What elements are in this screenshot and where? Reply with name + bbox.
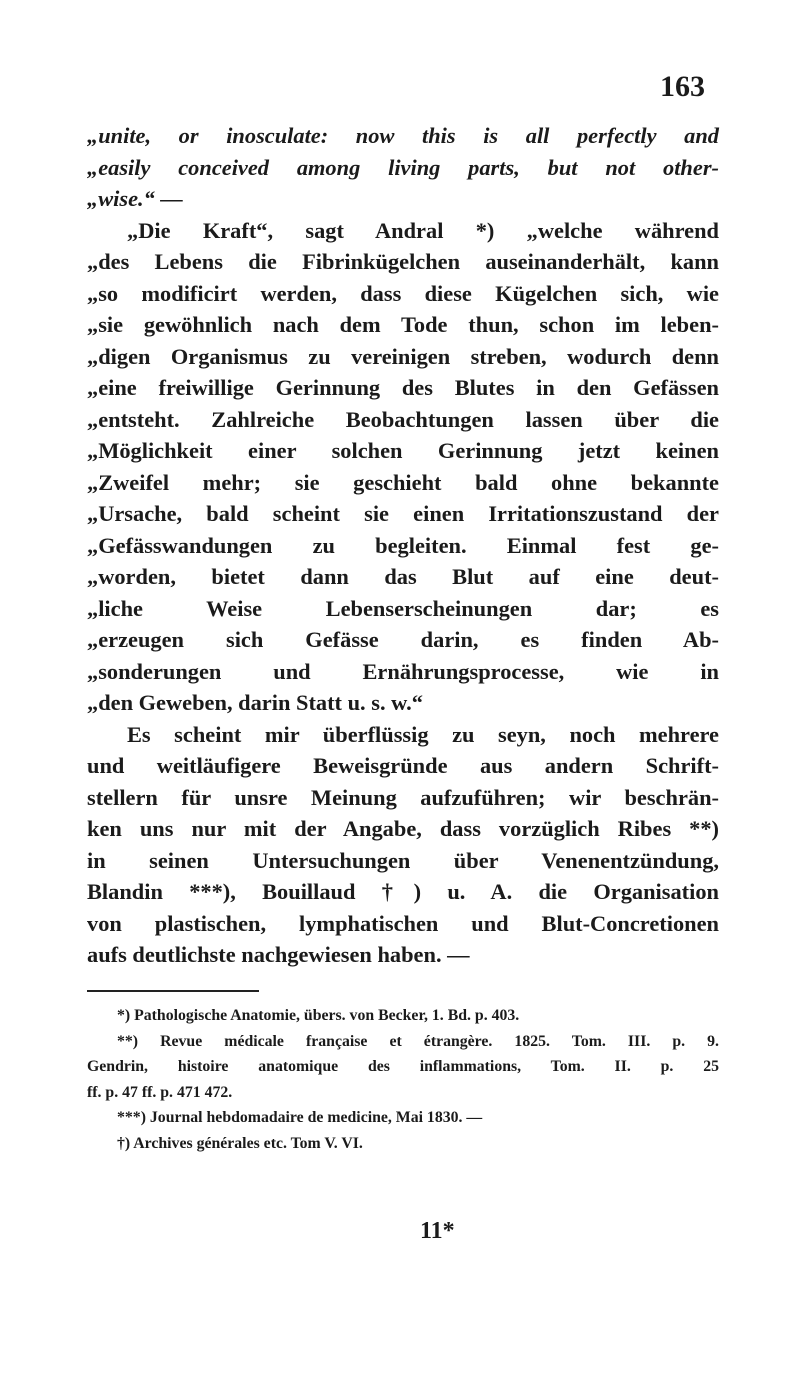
footnote-line: ***) Journal hebdomadaire de medicine, Mai 1830. — [117,1109,483,1126]
text-line: „wise.“ — [87,186,183,211]
text-line: Es scheint mir überflüssig zu seyn, noch mehrere [127,721,719,747]
text-line: „erzeugen sich Gefässe darin, es finden Ab- [87,627,719,652]
text-line: „entsteht. Zahlreiche Beobachtungen lassen über die [87,406,719,432]
text-line: von plastischen, lymphatischen und Blut-Concretionen [87,910,719,936]
footnote-line: **) Revue médicale française et étrangère. 1825. Tom. III. p. 9. [117,1032,719,1050]
text-line: und weitläufigere Beweisgründe aus andern Schrift- [87,753,719,778]
text-line: in seinen Untersuchungen über Venenentzündung, [87,847,719,873]
text-line: „Ursache, bald scheint sie einen Irritationszustand der [87,501,719,526]
text-line: „Die Kraft“, sagt Andral *) „welche während [127,217,719,243]
text-line: „digen Organismus zu vereinigen streben, wodurch denn [87,343,719,369]
text-line: stellern für unsre Meinung aufzuführen; wir beschrän- [87,784,719,810]
footnote-divider [87,990,259,992]
text-line: „Zweifel mehr; sie geschieht bald ohne bekannte [87,469,719,495]
text-line: „so modificirt werden, dass diese Kügelchen sich, wie [87,280,719,306]
text-line: „Gefässwandungen zu begleiten. Einmal fest ge- [87,532,719,558]
footnote-line: Gendrin, histoire anatomique des inflammations, Tom. II. p. 25 [87,1058,719,1075]
text-line: „eine freiwillige Gerinnung des Blutes in den Gefässen [87,375,719,400]
footnotes [87,1003,719,1156]
text-line: aufs deutlichste nachgewiesen haben. — [87,942,470,967]
footnote-line: *) Pathologische Anatomie, übers. von Becker, 1. Bd. p. 403. [117,1007,520,1024]
page-number: 163 [660,70,705,103]
text-line: ken uns nur mit der Angabe, dass vorzüglich Ribes **) [87,816,719,841]
footnote-line: ff. p. 47 ff. p. 471 472. [87,1083,233,1101]
text-line: „sie gewöhnlich nach dem Tode thun, schon im leben- [87,312,719,337]
text-line: „des Lebens die Fibrinkügelchen auseinanderhält, kann [87,249,719,274]
text-line: „unite, or inosculate: now this is all perfectly and [87,123,719,148]
text-line: „Möglichkeit einer solchen Gerinnung jetzt keinen [87,438,719,463]
text-line: „easily conceived among living parts, but not other- [87,154,719,180]
text-line: „worden, bietet dann das Blut auf eine deut- [87,564,719,589]
text-line: „den Geweben, darin Statt u. s. w.“ [87,690,423,715]
text-line: Blandin ***), Bouillaud †) u. A. die Organisation [87,879,719,904]
signature-mark: 11* [420,1218,455,1244]
body-text [87,120,719,971]
footnote-line: †) Archives générales etc. Tom V. VI. [117,1134,363,1152]
text-line: „sonderungen und Ernährungsprocesse, wie in [87,658,719,684]
text-line: „liche Weise Lebenserscheinungen dar; es [87,595,719,621]
